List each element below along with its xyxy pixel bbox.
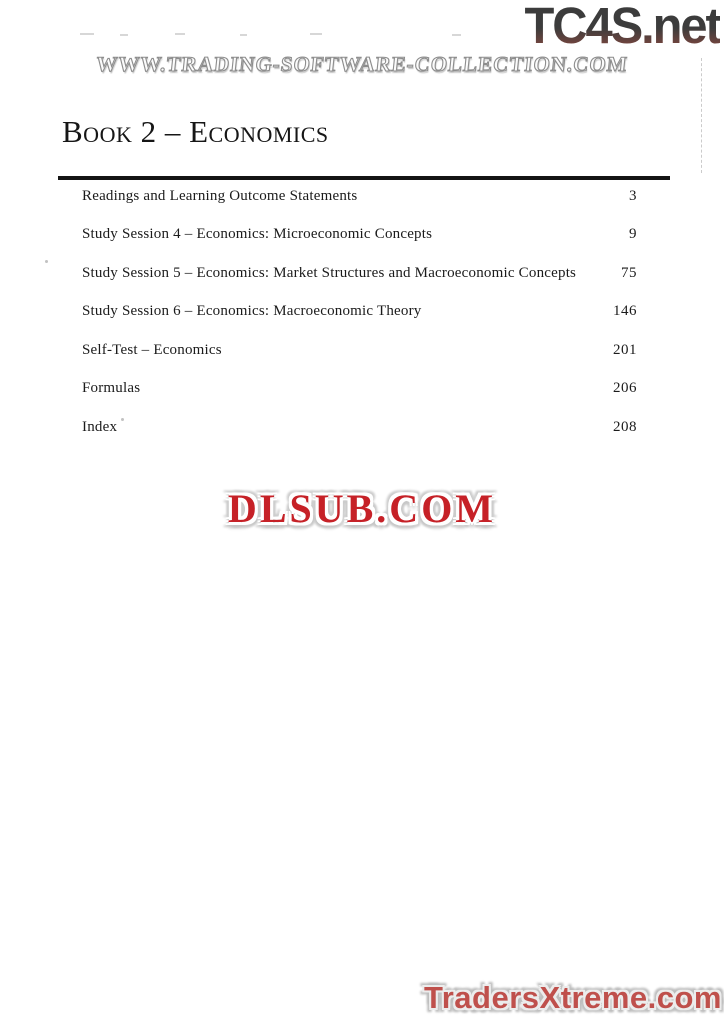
- toc-entry-label: Self-Test – Economics: [82, 341, 222, 358]
- scan-artifact: [240, 34, 247, 36]
- toc-entry-label: Study Session 6 – Economics: Macroeconomic Theory: [82, 303, 422, 320]
- trading-software-collection-watermark: WWW.TRADING-SOFTWARE-COLLECTION.COM: [95, 52, 629, 76]
- tradersxtreme-watermark: TradersXtreme.com: [424, 980, 722, 1015]
- scan-artifact: [80, 33, 94, 35]
- toc-entry-page: 3: [629, 187, 637, 204]
- toc-entry-page: 9: [629, 226, 637, 243]
- tc4s-watermark: TC4S.net: [524, 0, 720, 55]
- toc-entry-page: 208: [613, 418, 637, 435]
- toc-entry-label: Index: [82, 418, 118, 435]
- toc-entry: [82, 408, 637, 447]
- dlsub-watermark: DLSUB.COM: [227, 486, 497, 531]
- scan-artifact: [121, 418, 124, 421]
- toc-entry-label: Study Session 4 – Economics: Microeconomic Concepts: [82, 226, 433, 243]
- toc-entry: [82, 216, 637, 255]
- toc-entry-label: Readings and Learning Outcome Statements: [82, 187, 358, 204]
- scan-artifact: [701, 58, 702, 173]
- toc-entry-label: Formulas: [82, 380, 141, 397]
- toc-entry-label: Study Session 5 – Economics: Market Structures and Macroeconomic Concepts: [82, 264, 577, 281]
- toc-entry: [82, 331, 637, 370]
- toc-entry: [82, 177, 637, 216]
- toc-entry: [82, 293, 637, 332]
- scan-artifact: [452, 34, 461, 36]
- toc-entry: [82, 370, 637, 409]
- scan-artifact: [310, 33, 322, 35]
- scan-artifact: [120, 34, 128, 36]
- toc-entry: [82, 254, 637, 293]
- toc-entry-page: 146: [613, 303, 637, 320]
- scan-artifact: [175, 33, 185, 35]
- toc-entry-page: 206: [613, 380, 637, 397]
- toc-entry-page: 201: [613, 341, 637, 358]
- scan-artifact: [45, 260, 48, 263]
- page-title: Book 2 – Economics: [62, 114, 329, 149]
- toc-list: [82, 177, 637, 447]
- toc-entry-page: 75: [621, 264, 637, 281]
